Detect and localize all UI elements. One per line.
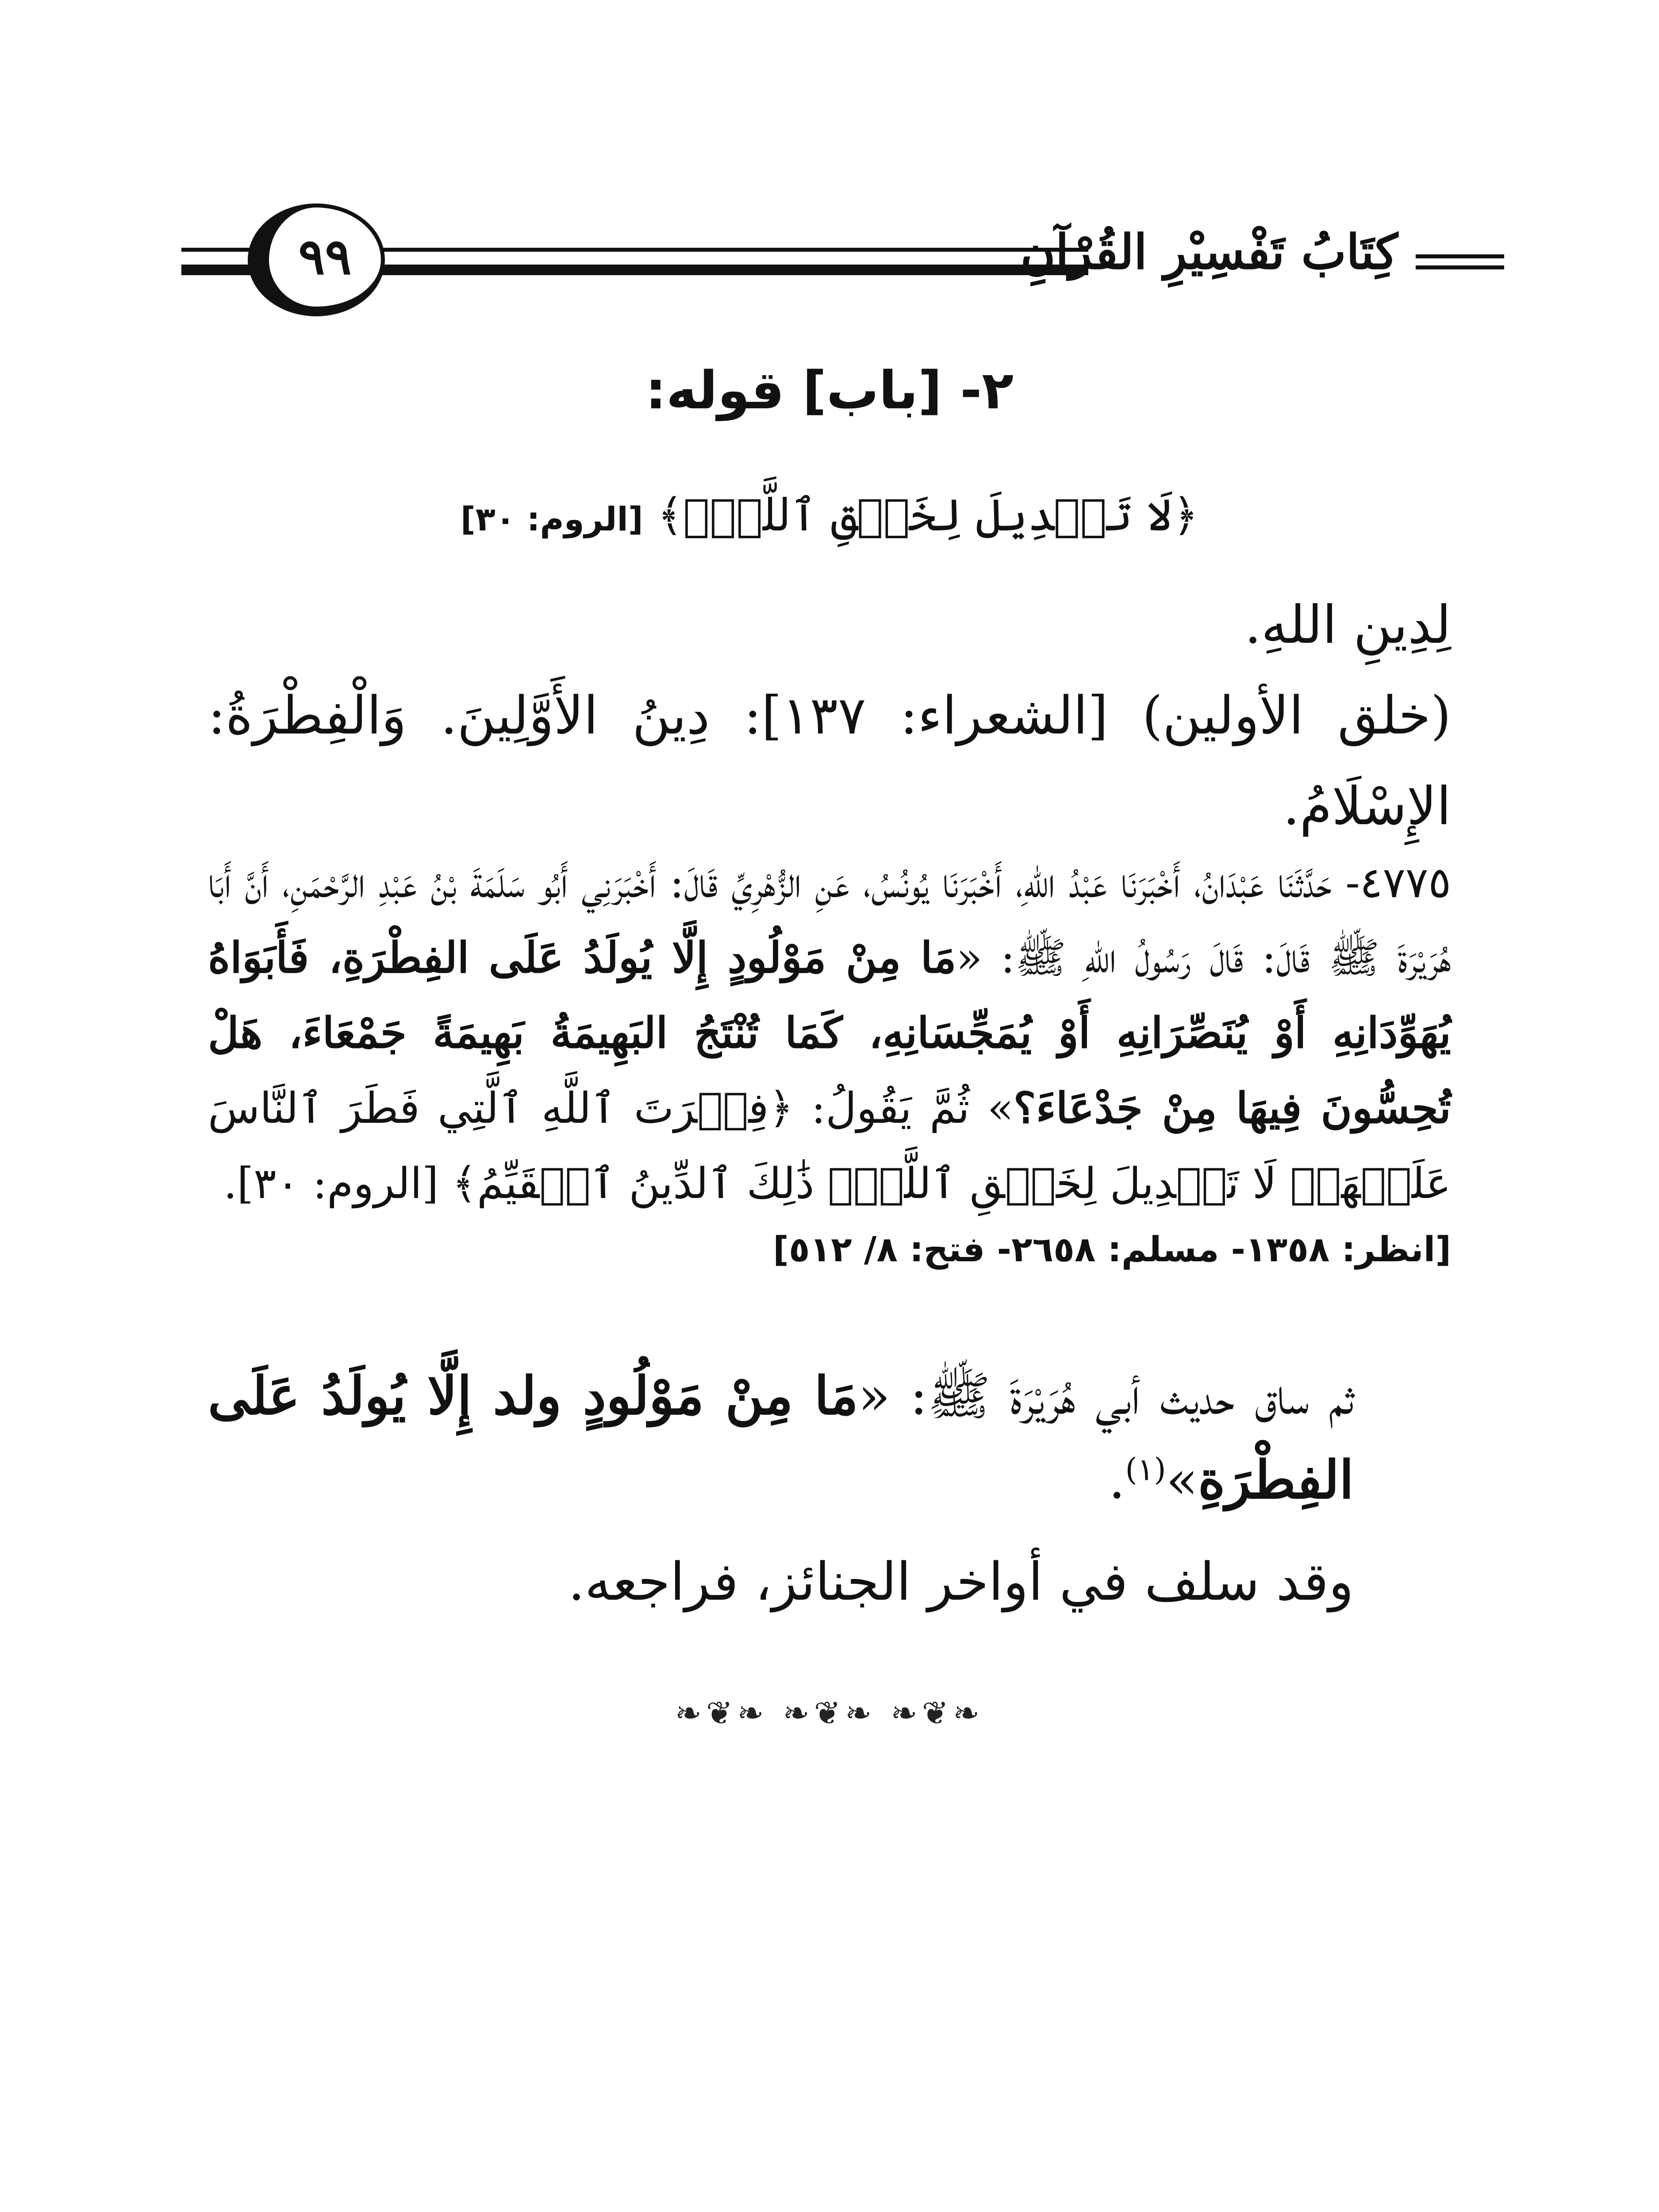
hadith-tail: » ثُمَّ يَقُولُ: ﴿فِطۡرَتَ ٱللَّهِ ٱلَّتِي فَطَرَ ٱلنَّاسَ عَلَيۡهَاۚ لَا تَبۡدِيلَ لِخَلۡقِ ٱللَّهِۚ ذَٰلِكَ ٱلدِّينُ ٱلۡقَيِّمُ﴾ [الروم: ٣٠]. <box>208 1083 1451 1208</box>
verse-reference: [الروم: ٣٠] <box>460 500 643 538</box>
ornament-divider: ❧❦❧ ❧❦❧ ❧❦❧ <box>675 1694 984 1732</box>
remark-quote-close: » <box>1166 1449 1198 1510</box>
remark-end: . <box>1108 1449 1125 1510</box>
commentary-line: لِدِينِ اللهِ. <box>1244 594 1451 655</box>
hadith-cross-reference: [انظر: ١٣٥٨- مسلم: ٢٦٥٨- فتح: ٨/ ٥١٢] <box>773 1230 1451 1270</box>
hadith-block <box>208 845 1451 1279</box>
hadith-isnad: ٤٧٧٥- حَدَّثَنَا عَبْدَانُ، أَخْبَرَنَا عَبْدُ اللهِ، أَخْبَرَنَا يُونُسُ، عَنِ الزُّهْرِيِّ قَالَ: أَخْبَرَنِي أَبُو سَلَمَةَ بْنُ عَبْدِ الرَّحْمَنِ، أَنَّ أَبَا هُرَيْرَةَ ﷺ قَالَ: قَالَ رَسُولُ اللهِ ﷺ: « <box>208 858 1452 983</box>
hadith-text <box>208 845 1451 1221</box>
header-rule-right <box>1416 254 1504 269</box>
remark-paragraph: وقد سلف في أواخر الجنائز، فراجعه. <box>568 1551 1354 1612</box>
chapter-heading: ٢- [باب] قوله: <box>645 360 1014 421</box>
page-number-oval <box>248 204 385 316</box>
commentary-line: (خلق الأولين) [الشعراء: ١٣٧]: دِينُ الأَوَّلِينَ. وَالْفِطْرَةُ: الإِسْلَامُ. <box>208 685 1451 837</box>
book-title: كِتَابُ تَفْسِيْرِ القُرْآنِ <box>1020 224 1398 280</box>
remark-paragraph <box>208 1354 1451 1522</box>
remark-block <box>208 1354 1451 1624</box>
commentary-block <box>208 580 1451 852</box>
quran-verse: ﴿لَا تَبۡدِيلَ لِخَلۡقِ ٱللَّهِۚ﴾ <box>657 489 1199 541</box>
page-number: ٩٩ <box>298 228 352 286</box>
quran-verse-line <box>0 482 1659 549</box>
remark-quote: مَا مِنْ مَوْلُودٍ ولد إِلَّا يُولَدُ عَلَى الفِطْرَةِ <box>208 1365 1354 1510</box>
remark-intro: ثم ساق حديث أبي هُرَيْرَةَ ﷺ: « <box>858 1365 1354 1426</box>
running-header <box>181 195 1504 327</box>
footnote-marker: (١) <box>1125 1451 1166 1488</box>
hadith-matn: مَا مِنْ مَوْلُودٍ إِلَّا يُولَدُ عَلَى الفِطْرَةِ، فَأَبَوَاهُ يُهَوِّدَانِهِ أَوْ يُنَصِّرَانِهِ أَوْ يُمَجِّسَانِهِ، كَمَا تُنْتَجُ البَهِيمَةُ بَهِيمَةً جَمْعَاءَ، هَلْ تُحِسُّونَ فِيهَا مِنْ جَدْعَاءَ؟ <box>208 933 1452 1133</box>
header-rule-middle <box>376 248 1088 275</box>
